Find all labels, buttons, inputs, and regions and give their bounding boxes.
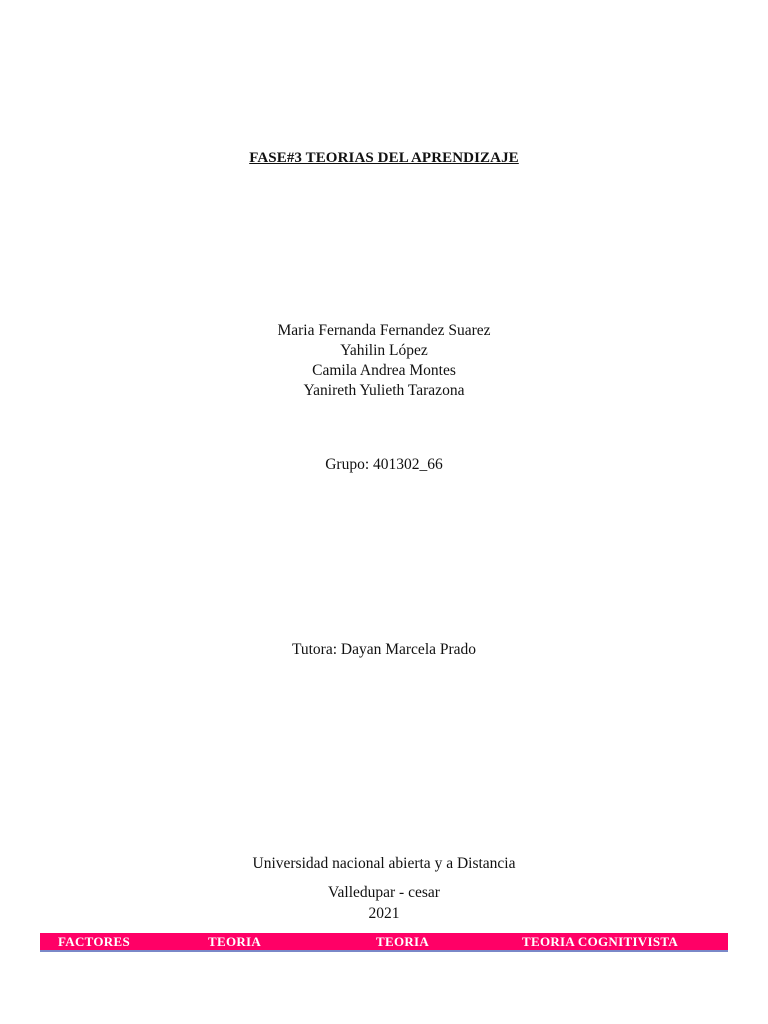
document-title: FASE#3 TEORIAS DEL APRENDIZAJE xyxy=(249,150,519,166)
table-header-cell: TEORIA COGNITIVISTA xyxy=(522,934,679,949)
city-name: Valledupar - cesar xyxy=(328,884,440,901)
author-name: Camila Andrea Montes xyxy=(312,362,456,379)
table-header-cell: FACTORES xyxy=(58,934,130,949)
author-list xyxy=(0,321,768,401)
table-header-row xyxy=(40,933,728,952)
university-name: Universidad nacional abierta y a Distancia xyxy=(252,855,516,872)
author-name: Yahilin López xyxy=(340,342,428,359)
document-year: 2021 xyxy=(368,905,400,922)
author-name: Maria Fernanda Fernandez Suarez xyxy=(277,322,491,339)
tutor-name: Tutora: Dayan Marcela Prado xyxy=(291,641,477,658)
group-number: Grupo: 401302_66 xyxy=(325,456,443,473)
author-name: Yanireth Yulieth Tarazona xyxy=(303,382,465,399)
table-header-cell: TEORIA xyxy=(208,934,262,949)
table-header-cell: TEORIA xyxy=(376,934,430,949)
